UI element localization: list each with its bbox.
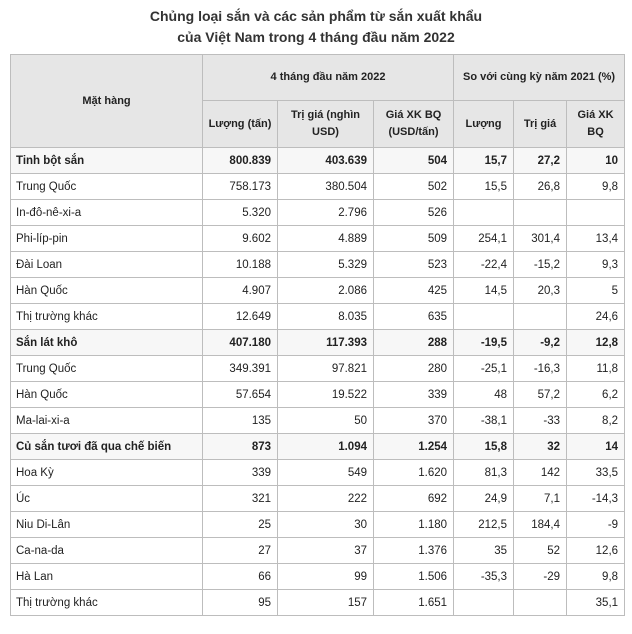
cell-value-pct: 27,2	[514, 148, 567, 174]
cell-qty-pct: -35,3	[454, 564, 514, 590]
cell-price: 1.506	[374, 564, 454, 590]
cell-value: 19.522	[278, 382, 374, 408]
cell-qty: 339	[203, 460, 278, 486]
cell-qty-pct: 15,5	[454, 174, 514, 200]
cell-qty-pct: 35	[454, 538, 514, 564]
cell-name: Hà Lan	[11, 564, 203, 590]
cell-qty: 758.173	[203, 174, 278, 200]
cell-name: Trung Quốc	[11, 174, 203, 200]
cell-qty-pct	[454, 590, 514, 616]
cell-name: Đài Loan	[11, 252, 203, 278]
cell-name: Hàn Quốc	[11, 278, 203, 304]
table-row	[11, 564, 625, 590]
cell-price: 635	[374, 304, 454, 330]
cell-value: 5.329	[278, 252, 374, 278]
cell-qty-pct: 212,5	[454, 512, 514, 538]
table-row	[11, 538, 625, 564]
cell-value: 2.086	[278, 278, 374, 304]
cell-qty: 4.907	[203, 278, 278, 304]
cell-name: Phi-líp-pin	[11, 226, 203, 252]
cell-price-pct: 14	[567, 434, 625, 460]
cell-name: Úc	[11, 486, 203, 512]
table-body	[11, 148, 625, 616]
cell-qty: 10.188	[203, 252, 278, 278]
cell-value: 157	[278, 590, 374, 616]
cell-price-pct: 9,3	[567, 252, 625, 278]
cell-value-pct: 26,8	[514, 174, 567, 200]
cell-value: 8.035	[278, 304, 374, 330]
cell-price-pct: 12,6	[567, 538, 625, 564]
cell-qty-pct: -22,4	[454, 252, 514, 278]
cell-price-pct: -14,3	[567, 486, 625, 512]
cell-qty: 349.391	[203, 356, 278, 382]
cell-qty-pct: 24,9	[454, 486, 514, 512]
cell-qty-pct	[454, 304, 514, 330]
table-row	[11, 226, 625, 252]
cell-qty-pct: 14,5	[454, 278, 514, 304]
cell-value: 99	[278, 564, 374, 590]
cell-price-pct: 11,8	[567, 356, 625, 382]
cell-qty-pct: 15,7	[454, 148, 514, 174]
cell-value-pct: 57,2	[514, 382, 567, 408]
cell-price: 370	[374, 408, 454, 434]
cell-value-pct	[514, 200, 567, 226]
cell-value-pct: 20,3	[514, 278, 567, 304]
table-row	[11, 174, 625, 200]
cell-value: 403.639	[278, 148, 374, 174]
cell-qty-pct: 48	[454, 382, 514, 408]
export-table	[10, 54, 625, 616]
cell-price: 1.651	[374, 590, 454, 616]
cell-value: 1.094	[278, 434, 374, 460]
cell-qty-pct: 254,1	[454, 226, 514, 252]
cell-qty: 95	[203, 590, 278, 616]
cell-qty: 321	[203, 486, 278, 512]
cell-qty: 12.649	[203, 304, 278, 330]
table-row	[11, 590, 625, 616]
header-qty-pct: Lượng	[454, 101, 514, 148]
cell-value-pct: -29	[514, 564, 567, 590]
cell-price: 502	[374, 174, 454, 200]
cell-value-pct: 7,1	[514, 486, 567, 512]
cell-price: 504	[374, 148, 454, 174]
cell-price: 1.376	[374, 538, 454, 564]
cell-price: 339	[374, 382, 454, 408]
cell-value-pct: 32	[514, 434, 567, 460]
cell-value: 2.796	[278, 200, 374, 226]
cell-qty: 25	[203, 512, 278, 538]
cell-value: 549	[278, 460, 374, 486]
cell-value: 37	[278, 538, 374, 564]
table-row	[11, 304, 625, 330]
cell-qty-pct: 81,3	[454, 460, 514, 486]
cell-name: Sắn lát khô	[11, 330, 203, 356]
cell-value-pct: -9,2	[514, 330, 567, 356]
header-value-pct: Trị giá	[514, 101, 567, 148]
cell-qty: 66	[203, 564, 278, 590]
cell-price-pct: 5	[567, 278, 625, 304]
cell-qty-pct: -19,5	[454, 330, 514, 356]
cell-price-pct: 6,2	[567, 382, 625, 408]
cell-qty-pct: -38,1	[454, 408, 514, 434]
cell-price: 280	[374, 356, 454, 382]
cell-value-pct: -15,2	[514, 252, 567, 278]
table-row-category	[11, 434, 625, 460]
cell-name: Thị trường khác	[11, 304, 203, 330]
header-item: Mặt hàng	[11, 55, 203, 148]
cell-qty: 57.654	[203, 382, 278, 408]
cell-price: 526	[374, 200, 454, 226]
table-row	[11, 200, 625, 226]
cell-qty: 800.839	[203, 148, 278, 174]
table-title	[0, 6, 632, 48]
cell-value-pct: 301,4	[514, 226, 567, 252]
cell-qty: 9.602	[203, 226, 278, 252]
header-value: Trị giá (nghìn USD)	[278, 101, 374, 148]
cell-name: Hoa Kỳ	[11, 460, 203, 486]
cell-qty-pct	[454, 200, 514, 226]
cell-value: 50	[278, 408, 374, 434]
cell-value: 97.821	[278, 356, 374, 382]
cell-price: 523	[374, 252, 454, 278]
cell-value: 380.504	[278, 174, 374, 200]
table-row-category	[11, 330, 625, 356]
cell-name: Hàn Quốc	[11, 382, 203, 408]
header-price-pct: Giá XK BQ	[567, 101, 625, 148]
header-qty: Lượng (tấn)	[203, 101, 278, 148]
cell-qty: 873	[203, 434, 278, 460]
cell-value-pct	[514, 590, 567, 616]
cell-qty: 27	[203, 538, 278, 564]
header-group-2022: 4 tháng đầu năm 2022	[203, 55, 454, 101]
cell-value-pct: 52	[514, 538, 567, 564]
title-line-2: của Việt Nam trong 4 tháng đầu năm 2022	[177, 29, 455, 45]
cell-name: In-đô-nê-xi-a	[11, 200, 203, 226]
cell-value-pct: 184,4	[514, 512, 567, 538]
cell-qty: 5.320	[203, 200, 278, 226]
table-row	[11, 356, 625, 382]
cell-name: Củ sắn tươi đã qua chế biến	[11, 434, 203, 460]
cell-price: 288	[374, 330, 454, 356]
cell-value: 222	[278, 486, 374, 512]
table-row	[11, 382, 625, 408]
cell-price: 692	[374, 486, 454, 512]
cell-name: Tinh bột sắn	[11, 148, 203, 174]
cell-price: 1.180	[374, 512, 454, 538]
cell-name: Niu Di-Lân	[11, 512, 203, 538]
cell-qty-pct: 15,8	[454, 434, 514, 460]
cell-price: 425	[374, 278, 454, 304]
cell-name: Thị trường khác	[11, 590, 203, 616]
header-group-compare: So với cùng kỳ năm 2021 (%)	[454, 55, 625, 101]
cell-value: 4.889	[278, 226, 374, 252]
cell-price-pct: 9,8	[567, 174, 625, 200]
cell-price-pct: -9	[567, 512, 625, 538]
cell-name: Trung Quốc	[11, 356, 203, 382]
cell-price-pct: 33,5	[567, 460, 625, 486]
cell-price-pct	[567, 200, 625, 226]
cell-price-pct: 8,2	[567, 408, 625, 434]
cell-qty: 135	[203, 408, 278, 434]
cell-value-pct: -33	[514, 408, 567, 434]
cell-price-pct: 10	[567, 148, 625, 174]
table-row	[11, 408, 625, 434]
cell-value: 30	[278, 512, 374, 538]
title-line-1: Chủng loại sắn và các sản phẩm từ sắn xuất khẩu	[149, 8, 483, 24]
cell-value-pct	[514, 304, 567, 330]
cell-value: 117.393	[278, 330, 374, 356]
cell-price: 1.254	[374, 434, 454, 460]
cell-price-pct: 35,1	[567, 590, 625, 616]
cell-price: 1.620	[374, 460, 454, 486]
cell-price-pct: 9,8	[567, 564, 625, 590]
cell-qty-pct: -25,1	[454, 356, 514, 382]
header-price: Giá XK BQ (USD/tấn)	[374, 101, 454, 148]
cell-price: 509	[374, 226, 454, 252]
table-row	[11, 512, 625, 538]
table-row	[11, 278, 625, 304]
cell-price-pct: 24,6	[567, 304, 625, 330]
cell-price-pct: 12,8	[567, 330, 625, 356]
table-row-category	[11, 148, 625, 174]
cell-price-pct: 13,4	[567, 226, 625, 252]
table-row	[11, 460, 625, 486]
table-row	[11, 486, 625, 512]
cell-qty: 407.180	[203, 330, 278, 356]
cell-value-pct: -16,3	[514, 356, 567, 382]
cell-name: Ca-na-da	[11, 538, 203, 564]
cell-value-pct: 142	[514, 460, 567, 486]
table-row	[11, 252, 625, 278]
cell-name: Ma-lai-xi-a	[11, 408, 203, 434]
